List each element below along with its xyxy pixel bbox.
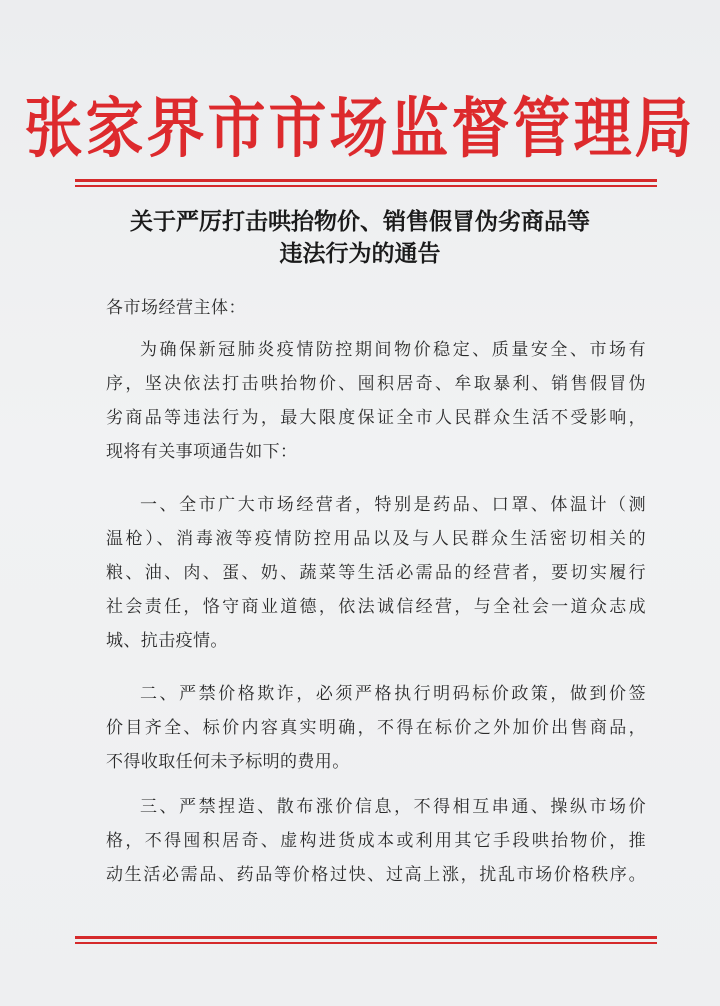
item-1-line: 城、抗击疫情。 xyxy=(106,631,228,651)
item-3-line: 格，不得囤积居奇、虚构进货成本或利用其它手段哄抬物价，推 xyxy=(106,831,646,851)
intro-paragraph xyxy=(106,333,646,469)
item-1-paragraph xyxy=(106,488,646,658)
item-2-line: 价目齐全、标价内容真实明确，不得在标价之外加价出售商品， xyxy=(106,718,646,738)
intro-line: 现将有关事项通告如下： xyxy=(106,442,298,462)
document-title-line-1: 关于严厉打击哄抬物价、销售假冒伪劣商品等 xyxy=(130,208,590,235)
item-1-line: 粮、油、肉、蛋、奶、蔬菜等生活必需品的经营者，要切实履行 xyxy=(106,563,646,583)
document-title-line-2: 违法行为的通告 xyxy=(279,240,441,267)
intro-line: 劣商品等违法行为，最大限度保证全市人民群众生活不受影响， xyxy=(106,408,646,428)
item-2-paragraph xyxy=(106,677,646,779)
item-3-paragraph xyxy=(106,790,646,892)
letterhead-red-rule-top-secondary xyxy=(75,185,657,187)
footer-red-rule xyxy=(75,936,657,939)
footer-red-rule-secondary xyxy=(75,942,657,944)
item-1-line: 社会责任，恪守商业道德，依法诚信经营，与全社会一道众志成 xyxy=(106,597,646,617)
item-2-line: 二、严禁价格欺诈，必须严格执行明码标价政策，做到价签 xyxy=(140,684,646,704)
item-1-line: 一、全市广大市场经营者，特别是药品、口罩、体温计（测 xyxy=(140,495,646,515)
item-3-line: 动生活必需品、药品等价格过快、过高上涨，扰乱市场价格秩序。 xyxy=(106,865,646,885)
intro-line: 为确保新冠肺炎疫情防控期间物价稳定、质量安全、市场有 xyxy=(140,340,646,360)
letterhead-red-rule-top xyxy=(75,179,657,182)
letterhead-agency-name: 张家界市市场监督管理局 xyxy=(24,89,696,167)
salutation: 各市场经营主体： xyxy=(106,298,246,318)
item-2-line: 不得收取任何未予标明的费用。 xyxy=(106,752,350,772)
item-1-line: 温枪）、消毒液等疫情防控用品以及与人民群众生活密切相关的 xyxy=(106,529,646,549)
item-3-line: 三、严禁捏造、散布涨价信息，不得相互串通、操纵市场价 xyxy=(140,797,646,817)
intro-line: 序，坚决依法打击哄抬物价、囤积居奇、牟取暴利、销售假冒伪 xyxy=(106,374,646,394)
